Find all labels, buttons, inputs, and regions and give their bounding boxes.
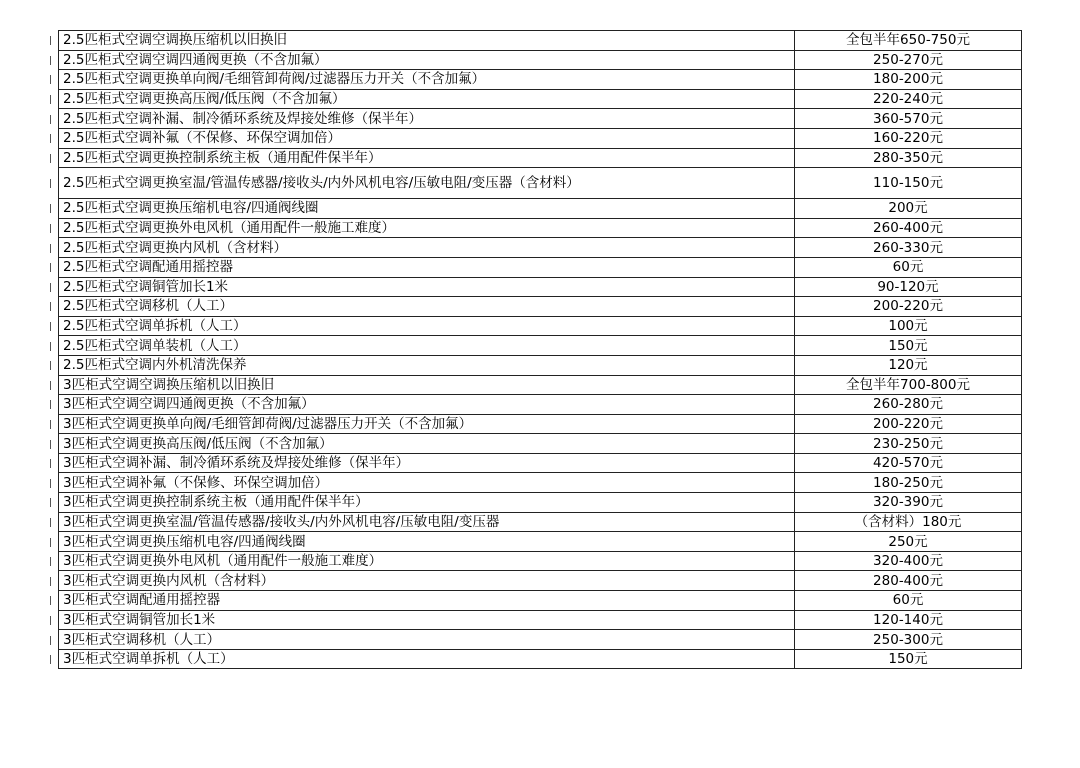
margin-tick: [50, 577, 54, 586]
margin-tick: [50, 115, 54, 124]
table-row: [59, 70, 1022, 90]
table-row: [59, 336, 1022, 356]
service-name-cell: 3匹柜式空调更换内风机（含材料）: [59, 571, 795, 591]
table-row: [59, 109, 1022, 129]
price-cell: 420-570元: [795, 453, 1022, 473]
service-name-cell: 3匹柜式空调更换高压阀/低压阀（不含加氟）: [59, 434, 795, 454]
service-name-cell: 2.5匹柜式空调单拆机（人工）: [59, 316, 795, 336]
table-row: [59, 532, 1022, 552]
table-row: [59, 355, 1022, 375]
margin-tick: [50, 179, 54, 188]
service-name-cell: 3匹柜式空调空调四通阀更换（不含加氟）: [59, 395, 795, 415]
margin-tick: [50, 440, 54, 449]
service-name-cell: 3匹柜式空调空调换压缩机以旧换旧: [59, 375, 795, 395]
margin-tick: [50, 302, 54, 311]
price-cell: 110-150元: [795, 168, 1022, 199]
margin-tick: [50, 95, 54, 104]
margin-tick: [50, 596, 54, 605]
service-name-cell: 2.5匹柜式空调内外机清洗保养: [59, 355, 795, 375]
table-row: [59, 277, 1022, 297]
margin-tick: [50, 361, 54, 370]
price-cell: 260-280元: [795, 395, 1022, 415]
table-row: [59, 551, 1022, 571]
margin-tick: [50, 154, 54, 163]
table-row: [59, 571, 1022, 591]
margin-tick: [50, 244, 54, 253]
price-cell: 250元: [795, 532, 1022, 552]
table-row: [59, 395, 1022, 415]
table-row: [59, 128, 1022, 148]
table-row: [59, 199, 1022, 219]
table-row: [59, 649, 1022, 669]
table-body: [59, 31, 1022, 669]
price-cell: 320-390元: [795, 493, 1022, 513]
margin-tick: [50, 283, 54, 292]
table-row: [59, 257, 1022, 277]
price-cell: 280-400元: [795, 571, 1022, 591]
margin-tick: [50, 616, 54, 625]
price-cell: 220-240元: [795, 89, 1022, 109]
service-name-cell: 2.5匹柜式空调铜管加长1米: [59, 277, 795, 297]
table-row: [59, 493, 1022, 513]
margin-tick: [50, 224, 54, 233]
service-name-cell: 3匹柜式空调更换单向阀/毛细管卸荷阀/过滤器压力开关（不含加氟）: [59, 414, 795, 434]
price-cell: 280-350元: [795, 148, 1022, 168]
service-name-cell: 3匹柜式空调单拆机（人工）: [59, 649, 795, 669]
service-name-cell: 2.5匹柜式空调更换内风机（含材料）: [59, 238, 795, 258]
table-row: [59, 218, 1022, 238]
service-name-cell: 3匹柜式空调更换室温/管温传感器/接收头/内外风机电容/压敏电阻/变压器: [59, 512, 795, 532]
service-name-cell: 2.5匹柜式空调更换室温/管温传感器/接收头/内外风机电容/压敏电阻/变压器（含材料）: [59, 168, 795, 199]
service-name-cell: 3匹柜式空调配通用摇控器: [59, 591, 795, 611]
margin-tick: [50, 342, 54, 351]
price-cell: 90-120元: [795, 277, 1022, 297]
price-cell: 全包半年700-800元: [795, 375, 1022, 395]
price-cell: 100元: [795, 316, 1022, 336]
table-row: [59, 50, 1022, 70]
price-cell: 200元: [795, 199, 1022, 219]
price-cell: 200-220元: [795, 414, 1022, 434]
price-cell: 60元: [795, 257, 1022, 277]
price-cell: 230-250元: [795, 434, 1022, 454]
price-cell: 260-330元: [795, 238, 1022, 258]
margin-tick: [50, 655, 54, 664]
price-cell: 160-220元: [795, 128, 1022, 148]
service-name-cell: 2.5匹柜式空调空调换压缩机以旧换旧: [59, 31, 795, 51]
price-cell: 250-300元: [795, 630, 1022, 650]
margin-tick: [50, 56, 54, 65]
margin-tick: [50, 420, 54, 429]
margin-tick: [50, 538, 54, 547]
service-name-cell: 2.5匹柜式空调移机（人工）: [59, 297, 795, 317]
service-name-cell: 2.5匹柜式空调补漏、制冷循环系统及焊接处维修（保半年）: [59, 109, 795, 129]
service-name-cell: 2.5匹柜式空调配通用摇控器: [59, 257, 795, 277]
service-name-cell: 3匹柜式空调补氟（不保修、环保空调加倍）: [59, 473, 795, 493]
margin-tick: [50, 204, 54, 213]
service-name-cell: 3匹柜式空调铜管加长1米: [59, 610, 795, 630]
service-name-cell: 2.5匹柜式空调更换控制系统主板（通用配件保半年）: [59, 148, 795, 168]
margin-tick: [50, 498, 54, 507]
price-cell: 120-140元: [795, 610, 1022, 630]
table-row: [59, 414, 1022, 434]
price-cell: 180-200元: [795, 70, 1022, 90]
margin-tick: [50, 381, 54, 390]
table-row: [59, 148, 1022, 168]
margin-tick: [50, 263, 54, 272]
price-cell: 360-570元: [795, 109, 1022, 129]
price-cell: 250-270元: [795, 50, 1022, 70]
service-name-cell: 3匹柜式空调更换外电风机（通用配件一般施工难度）: [59, 551, 795, 571]
table-row: [59, 238, 1022, 258]
service-name-cell: 2.5匹柜式空调更换单向阀/毛细管卸荷阀/过滤器压力开关（不含加氟）: [59, 70, 795, 90]
price-cell: 320-400元: [795, 551, 1022, 571]
price-cell: （含材料）180元: [795, 512, 1022, 532]
margin-tick: [50, 75, 54, 84]
table-row: [59, 610, 1022, 630]
price-cell: 180-250元: [795, 473, 1022, 493]
table-row: [59, 473, 1022, 493]
table-row: [59, 316, 1022, 336]
service-name-cell: 2.5匹柜式空调空调四通阀更换（不含加氟）: [59, 50, 795, 70]
repair-price-table: [58, 30, 1022, 669]
margin-tick: [50, 322, 54, 331]
service-name-cell: 3匹柜式空调移机（人工）: [59, 630, 795, 650]
margin-tick: [50, 459, 54, 468]
price-cell: 150元: [795, 336, 1022, 356]
table-row: [59, 89, 1022, 109]
margin-tick: [50, 518, 54, 527]
price-cell: 150元: [795, 649, 1022, 669]
table-row: [59, 168, 1022, 199]
table-row: [59, 591, 1022, 611]
table-row: [59, 297, 1022, 317]
price-cell: 60元: [795, 591, 1022, 611]
service-name-cell: 2.5匹柜式空调更换压缩机电容/四通阀线圈: [59, 199, 795, 219]
table-row: [59, 630, 1022, 650]
service-name-cell: 2.5匹柜式空调单装机（人工）: [59, 336, 795, 356]
service-name-cell: 2.5匹柜式空调补氟（不保修、环保空调加倍）: [59, 128, 795, 148]
table-row: [59, 453, 1022, 473]
price-cell: 260-400元: [795, 218, 1022, 238]
margin-tick: [50, 557, 54, 566]
price-cell: 200-220元: [795, 297, 1022, 317]
service-name-cell: 3匹柜式空调补漏、制冷循环系统及焊接处维修（保半年）: [59, 453, 795, 473]
service-name-cell: 3匹柜式空调更换压缩机电容/四通阀线圈: [59, 532, 795, 552]
table-row: [59, 434, 1022, 454]
service-name-cell: 2.5匹柜式空调更换外电风机（通用配件一般施工难度）: [59, 218, 795, 238]
margin-tick: [50, 636, 54, 645]
table-row: [59, 375, 1022, 395]
margin-tick: [50, 400, 54, 409]
margin-tick: [50, 36, 54, 45]
table-row: [59, 31, 1022, 51]
margin-tick: [50, 479, 54, 488]
price-cell: 全包半年650-750元: [795, 31, 1022, 51]
service-name-cell: 3匹柜式空调更换控制系统主板（通用配件保半年）: [59, 493, 795, 513]
margin-tick: [50, 134, 54, 143]
price-cell: 120元: [795, 355, 1022, 375]
table-row: [59, 512, 1022, 532]
service-name-cell: 2.5匹柜式空调更换高压阀/低压阀（不含加氟）: [59, 89, 795, 109]
